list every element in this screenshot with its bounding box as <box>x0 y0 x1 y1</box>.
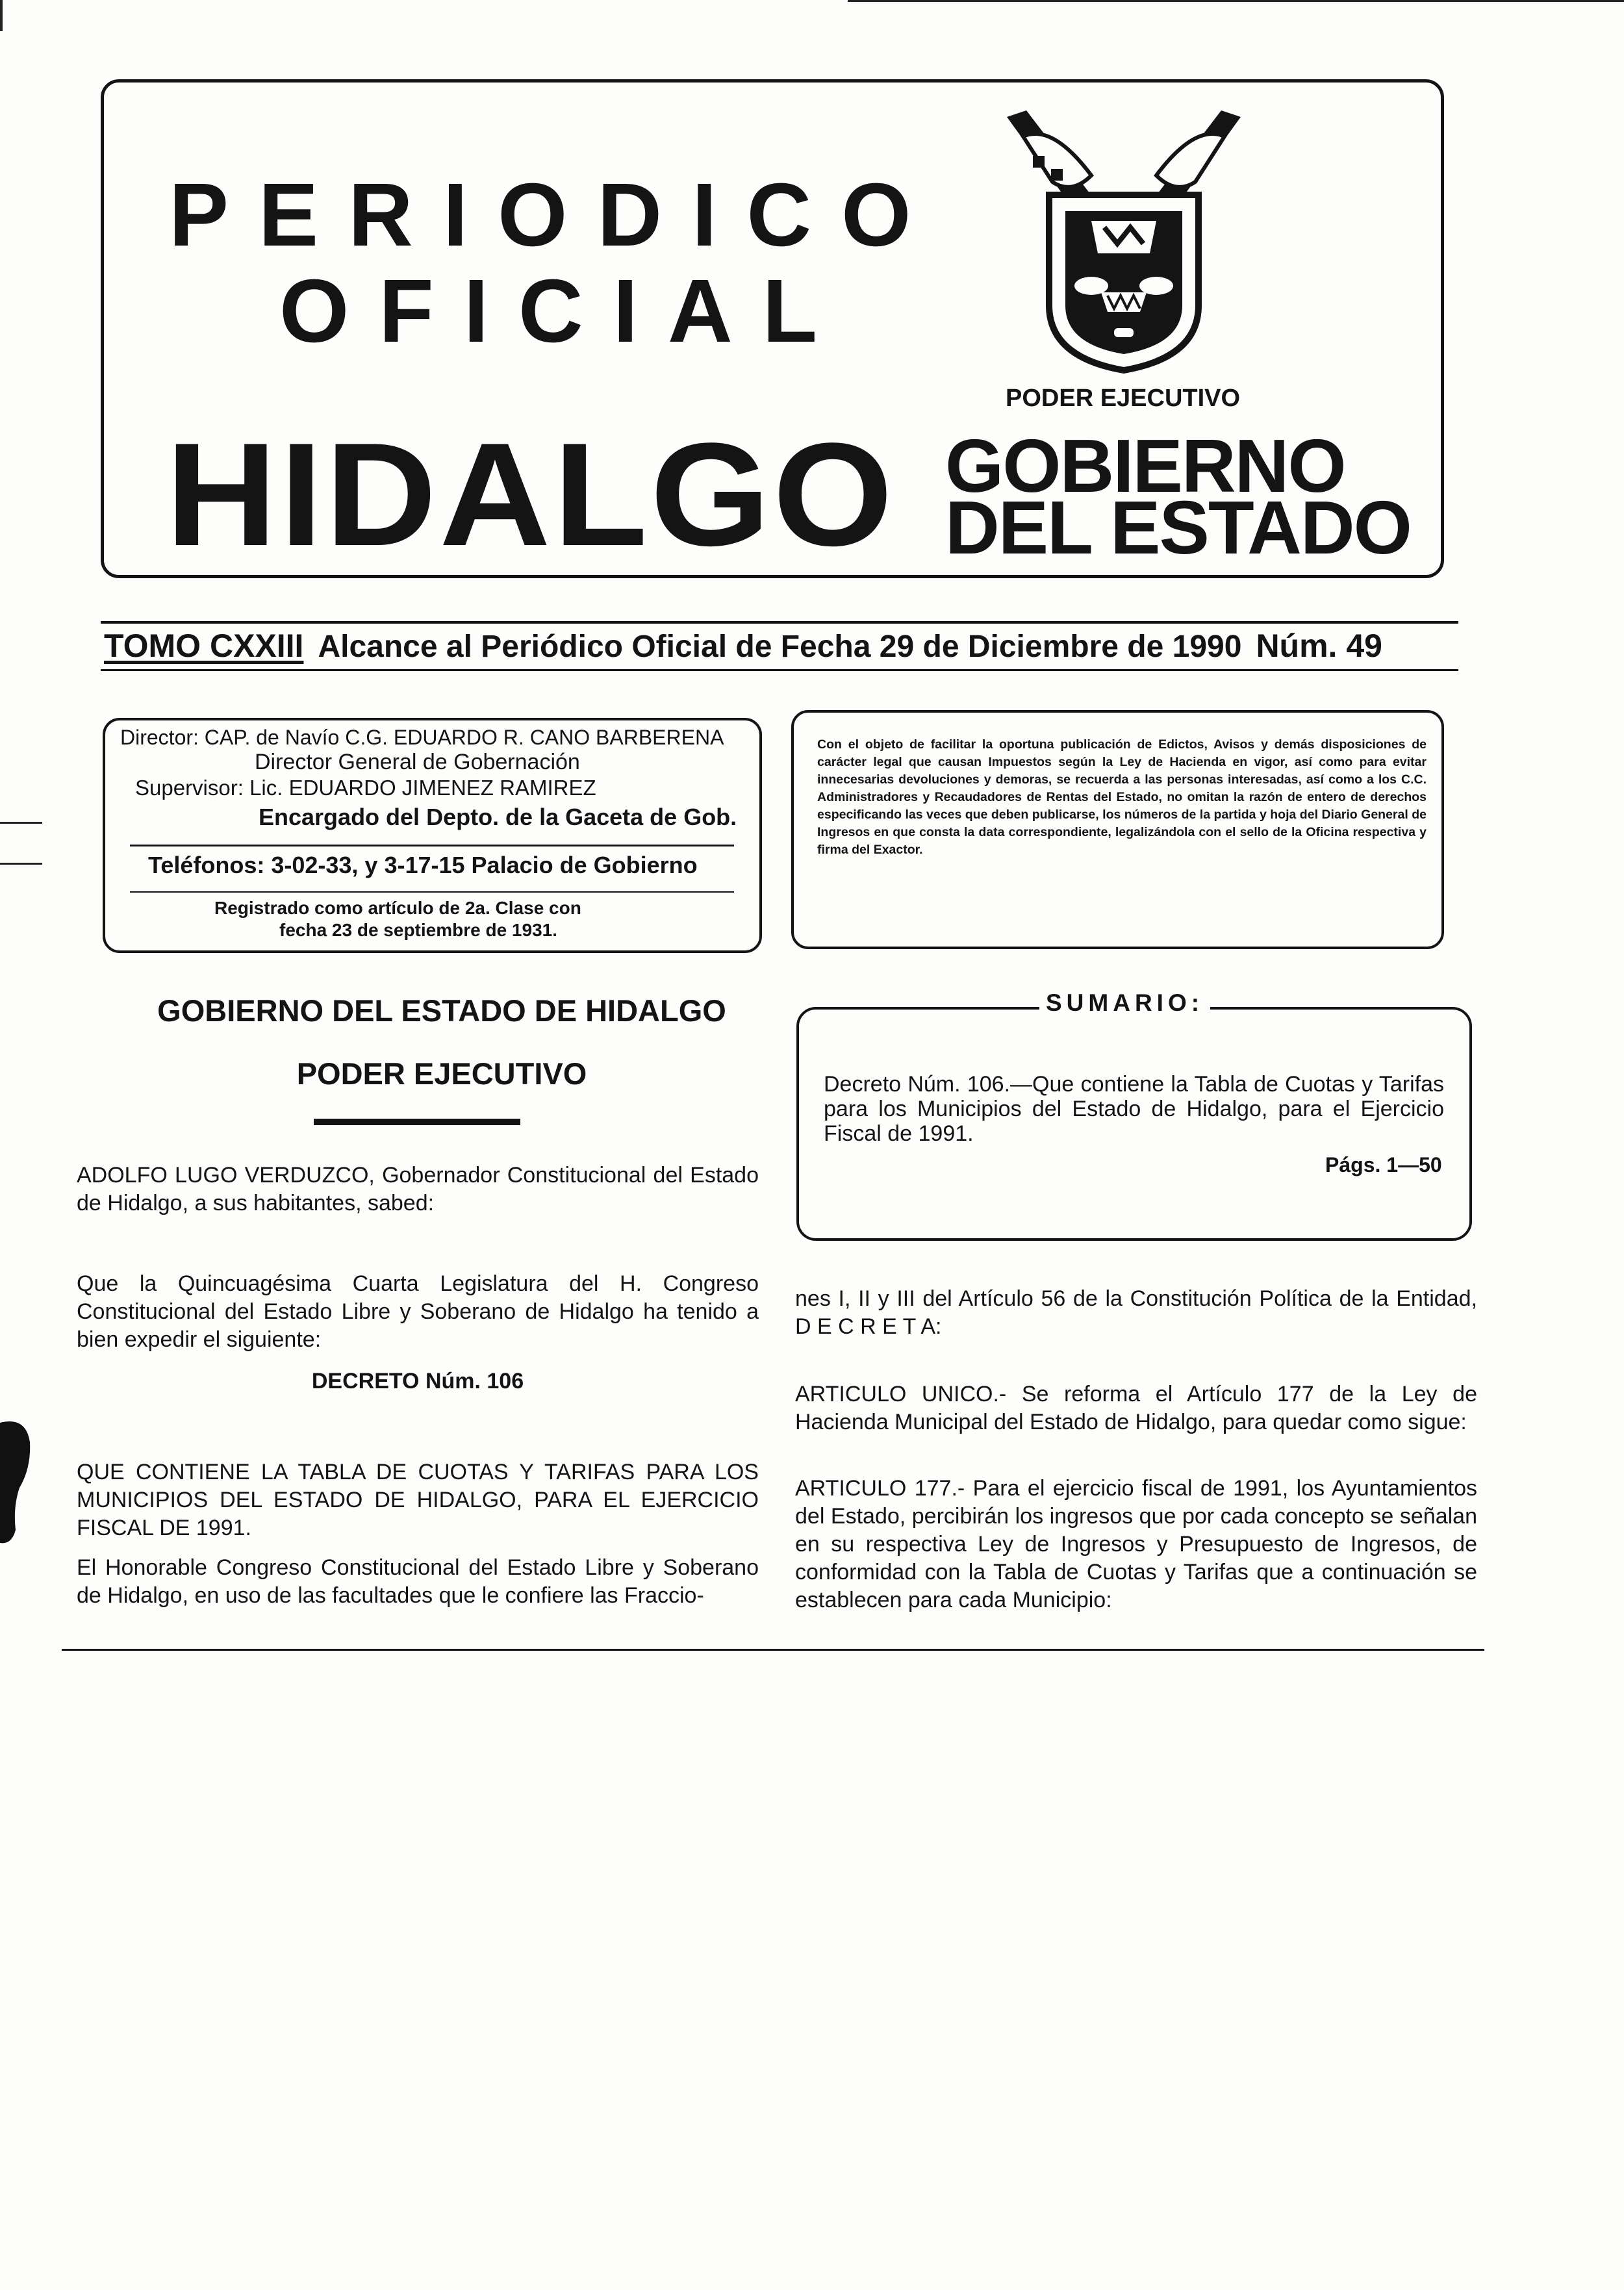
rule <box>130 891 734 893</box>
hidalgo-coat-of-arms-icon <box>994 97 1254 383</box>
staff-telefonos: Teléfonos: 3-02-33, y 3-17-15 Palacio de Gobierno <box>148 852 698 878</box>
binder-hole-shadow <box>0 1416 31 1546</box>
staff-supervisor: Supervisor: Lic. EDUARDO JIMENEZ RAMIREZ <box>135 776 596 800</box>
issue-alcance: Alcance al Periódico Oficial de Fecha 29 de Diciembre de 1990 <box>318 630 1242 664</box>
staff-supervisor-role: Encargado del Depto. de la Gaceta de Gob. <box>259 804 737 830</box>
decree-heading: DECRETO Núm. 106 <box>311 1369 524 1393</box>
paragraph-articulo-unico: ARTICULO UNICO.- Se reforma el Artículo 177 de la Ley de Hacienda Municipal del Estado de Hidalgo, para quedar como sigue: <box>795 1382 1477 1434</box>
heading-rule <box>314 1119 520 1125</box>
summary-text: Decreto Núm. 106.—Que contiene la Tabla de Cuotas y Tarifas para los Municipios del Estado de Hidalgo, para el Ejercicio Fiscal de 1991. <box>824 1072 1444 1146</box>
summary-label: SUMARIO: <box>1039 989 1210 1017</box>
masthead-title-line2: OFICIAL <box>279 261 847 361</box>
masthead-del-estado: DEL ESTADO <box>945 485 1411 570</box>
masthead-title-line1: PERIODICO <box>169 165 941 265</box>
rule <box>101 621 1458 624</box>
masthead-poder-ejecutivo: PODER EJECUTIVO <box>1006 385 1241 412</box>
paragraph-legislature: Que la Quincuagésima Cuarta Legislatura del H. Congreso Constitucional del Estado Libre y Soberano de Hidalgo ha tenido a bien expedir el siguiente: <box>77 1271 759 1352</box>
section-subheading: PODER EJECUTIVO <box>296 1056 587 1091</box>
page-edge-line <box>0 0 3 31</box>
paragraph-governor: ADOLFO LUGO VERDUZCO, Gobernador Constitucional del Estado de Hidalgo, a sus habitantes, sabed: <box>77 1163 759 1215</box>
staff-director-role: Director General de Gobernación <box>255 750 580 774</box>
notice-text: Con el objeto de facilitar la oportuna publicación de Edictos, Avisos y demás disposiciones de carácter legal que causan Impuestos según la Ley de Hacienda en vigor, así como para evitar innecesarias devoluciones y demoras, se recuerda a las personas interesadas, así como a los C.C. Administradores y Recaudadores de Rentas del Estado, no omitan la razón de entero de derechos especificando las veces que deben publicarse, los números de la partida y hoja del Diario General de Ingresos en que consta la data correspondiente, legalizándola con el sello de la Oficina respectiva y firma del Exactor. <box>817 737 1427 857</box>
margin-tick <box>0 822 42 824</box>
margin-tick <box>0 863 42 865</box>
staff-director: Director: CAP. de Navío C.G. EDUARDO R. CANO BARBERENA <box>120 726 724 749</box>
page-edge-line <box>848 0 1624 2</box>
masthead-state-name: HIDALGO <box>166 412 896 576</box>
staff-registro-line1: Registrado como artículo de 2a. Clase con <box>214 898 581 918</box>
section-heading: GOBIERNO DEL ESTADO DE HIDALGO <box>157 993 726 1028</box>
paragraph-decree-title: QUE CONTIENE LA TABLA DE CUOTAS Y TARIFAS PARA LOS MUNICIPIOS DEL ESTADO DE HIDALGO, PARA EL EJERCICIO FISCAL DE 1991. <box>77 1460 759 1540</box>
summary-pages: Págs. 1—50 <box>1325 1153 1442 1177</box>
rule <box>130 845 734 846</box>
issue-tomo: TOMO CXXIII <box>104 628 304 664</box>
rule <box>101 669 1458 671</box>
paragraph-congress: El Honorable Congreso Constitucional del Estado Libre y Soberano de Hidalgo, en uso de las facultades que le confiere las Fraccio- <box>77 1555 759 1608</box>
issue-line <box>104 628 1455 665</box>
paragraph-articulo-177: ARTICULO 177.- Para el ejercicio fiscal de 1991, los Ayuntamientos del Estado, percibirán los ingresos que por cada concepto se señalan en su respectiva Ley de Ingresos y Presupuesto de Ingresos, de conformidad con la Tabla de Cuotas y Tarifas que a continuación se establecen para cada Municipio: <box>795 1476 1477 1612</box>
masthead-gobierno: GOBIERNO <box>945 424 1345 508</box>
bottom-rule <box>62 1649 1484 1651</box>
issue-number: Núm. 49 <box>1256 628 1382 664</box>
staff-registro-line2: fecha 23 de septiembre de 1931. <box>279 920 557 940</box>
paragraph-decreta: nes I, II y III del Artículo 56 de la Constitución Política de la Entidad, D E C R E T A: <box>795 1286 1477 1339</box>
